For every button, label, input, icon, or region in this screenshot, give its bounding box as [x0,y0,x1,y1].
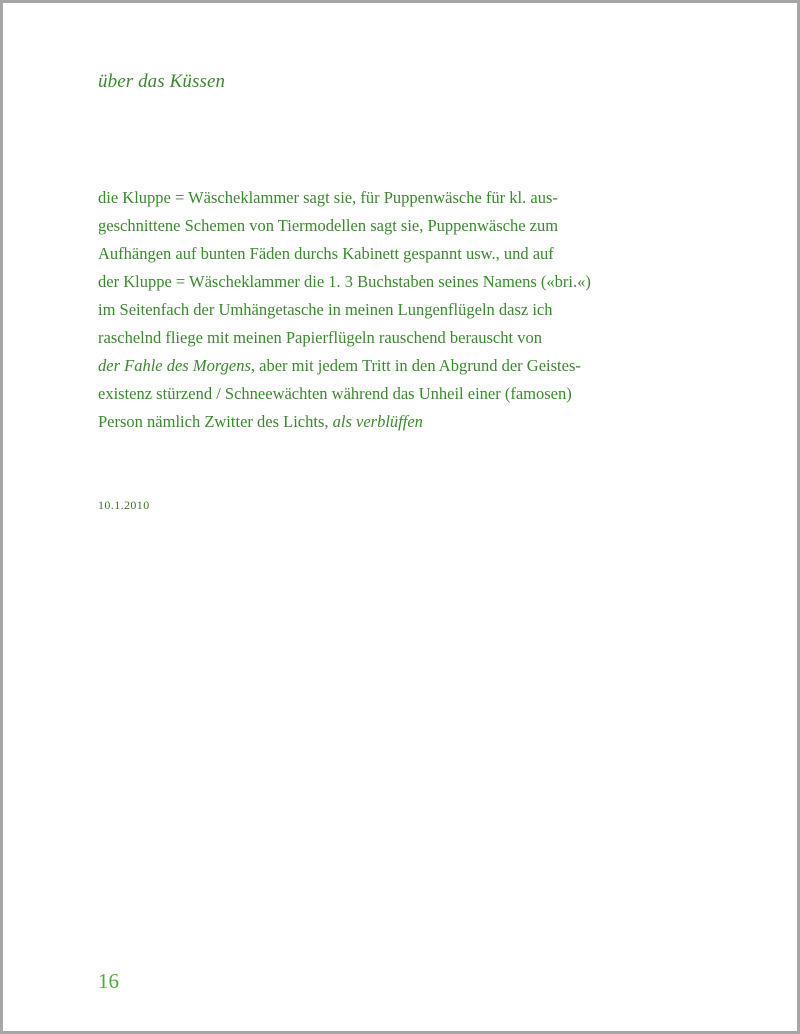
poem-line: raschelnd fliege mit meinen Papierflügeln rauschend berauscht von [98,328,542,347]
poem-line: die Kluppe = Wäscheklammer sagt sie, für Puppenwäsche für kl. aus- [98,188,558,207]
poem-body [98,184,618,436]
poem-line: geschnittene Schemen von Tiermodellen sagt sie, Puppenwäsche zum [98,216,559,235]
poem-line: der Kluppe = Wäscheklammer die 1. 3 Buchstaben seines Namens («bri.«) [98,272,591,291]
poem-line: Aufhängen auf bunten Fäden durchs Kabinett gespannt usw., und auf [98,244,554,263]
poem-line: im Seitenfach der Umhängetasche in meinen Lungenflügeln dasz ich [98,300,553,319]
poem-line: der Fahle des Morgens, aber mit jedem Tritt in den Abgrund der Geistes- [98,356,581,375]
poem-date: 10.1.2010 [98,498,150,512]
page-number: 16 [98,969,119,993]
poem-title: über das Küssen [98,71,226,92]
poem-line: existenz stürzend / Schneewächten während das Unheil einer (famosen) [98,384,572,403]
poem-line: Person nämlich Zwitter des Lichts, als verblüffen [98,412,423,431]
